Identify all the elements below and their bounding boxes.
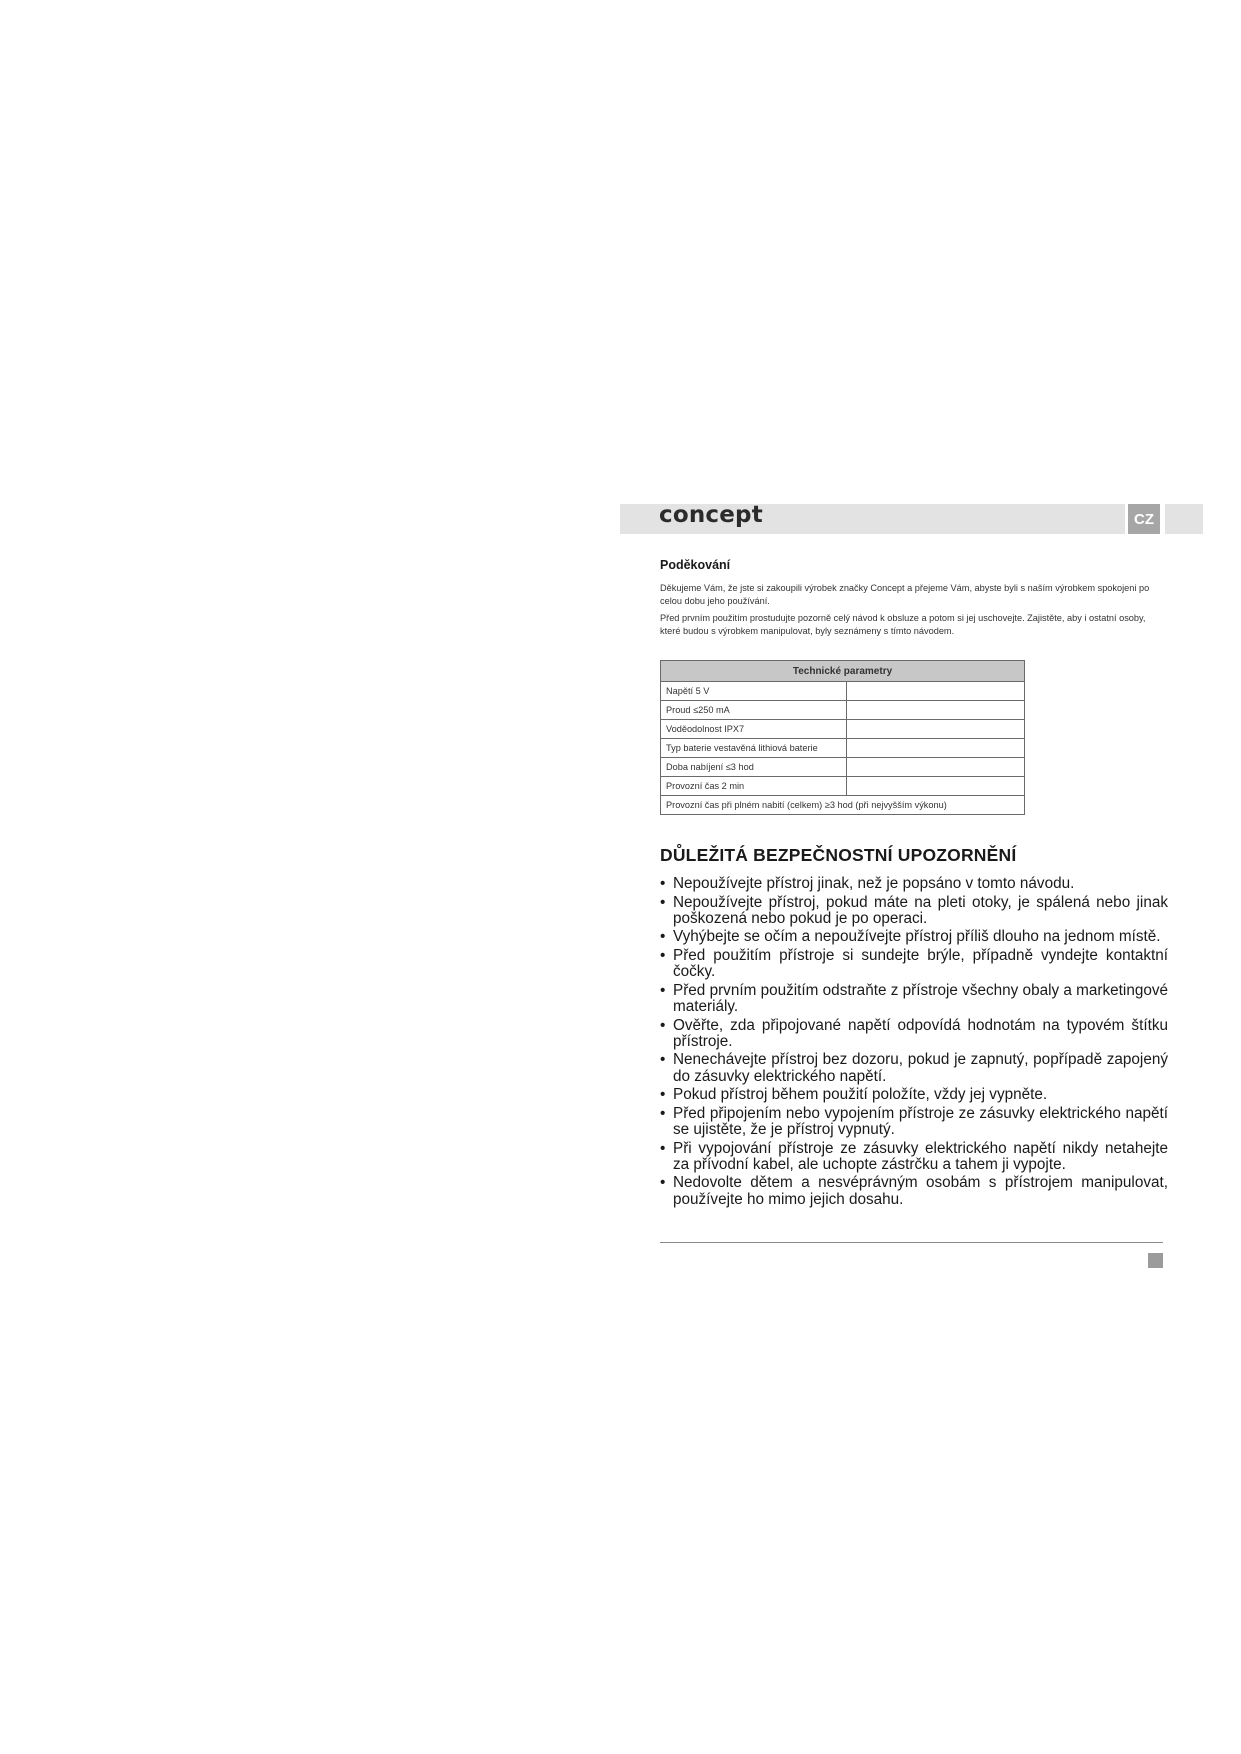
thanks-paragraph-2: Před prvním použitím prostudujte pozorně celý návod k obsluze a potom si jej uschovejte. Zajistěte, aby i ostatní osoby, které budou s výrobkem manipulovat, byly seznámeny s tímto návodem. bbox=[660, 613, 1146, 636]
list-item: • Nepoužívejte přístroj, pokud máte na pleti otoky, je spálená nebo jinak poškozená nebo pokud je po operaci. bbox=[660, 895, 1168, 927]
list-item: • Nepoužívejte přístroj jinak, než je popsáno v tomto návodu. bbox=[660, 876, 1168, 892]
list-item: • Pokud přístroj během použití položíte, vždy jej vypněte. bbox=[660, 1087, 1168, 1103]
table-cell: Provozní čas 2 min bbox=[661, 777, 847, 796]
list-item: • Nenechávejte přístroj bez dozoru, pokud je zapnutý, popřípadě zapojený do zásuvky elektrického napětí. bbox=[660, 1052, 1168, 1084]
table-row bbox=[661, 796, 1025, 815]
language-badge: CZ bbox=[1128, 504, 1160, 534]
table-cell: Provozní čas při plném nabití (celkem) ≥3 hod (při nejvyšším výkonu) bbox=[661, 796, 1025, 815]
table-cell-empty bbox=[847, 720, 1025, 739]
page-marker bbox=[1148, 1253, 1163, 1268]
list-item: • Vyhýbejte se očím a nepoužívejte přístroj příliš dlouho na jednom místě. bbox=[660, 929, 1168, 945]
list-item: • Nedovolte dětem a nesvéprávným osobám s přístrojem manipulovat, používejte ho mimo jejich dosahu. bbox=[660, 1175, 1168, 1207]
table-row bbox=[661, 758, 1025, 777]
table-cell: Doba nabíjení ≤3 hod bbox=[661, 758, 847, 777]
header-bar-end bbox=[1165, 504, 1203, 534]
thanks-paragraph-1: Děkujeme Vám, že jste si zakoupili výrobek značky Concept a přejeme Vám, abyste byli s naším výrobkem spokojeni po celou dobu jeho používání. bbox=[660, 583, 1150, 606]
table-cell: Typ baterie vestavěná lithiová baterie bbox=[661, 739, 847, 758]
page-content bbox=[660, 558, 1168, 1210]
table-cell-empty bbox=[847, 758, 1025, 777]
table-header-row bbox=[661, 661, 1025, 682]
footer-divider bbox=[660, 1242, 1163, 1243]
table-row bbox=[661, 720, 1025, 739]
table-cell-empty bbox=[847, 739, 1025, 758]
list-item: • Před připojením nebo vypojením přístroje ze zásuvky elektrického napětí se ujistěte, že je přístroj vypnutý. bbox=[660, 1106, 1168, 1138]
brand-logo: concept bbox=[659, 502, 763, 528]
table-row bbox=[661, 739, 1025, 758]
table-cell-empty bbox=[847, 701, 1025, 720]
safety-list bbox=[660, 876, 1168, 1208]
list-item: • Ověřte, zda připojované napětí odpovídá hodnotám na typovém štítku přístroje. bbox=[660, 1018, 1168, 1050]
list-item: • Před použitím přístroje si sundejte brýle, případně vyndejte kontaktní čočky. bbox=[660, 948, 1168, 980]
tech-params-title: Technické parametry bbox=[661, 661, 1025, 682]
thanks-heading: Poděkování bbox=[660, 558, 731, 572]
table-cell-empty bbox=[847, 682, 1025, 701]
table-row bbox=[661, 682, 1025, 701]
table-cell: Napětí 5 V bbox=[661, 682, 847, 701]
list-item: • Před prvním použitím odstraňte z přístroje všechny obaly a marketingové materiály. bbox=[660, 983, 1168, 1015]
table-cell: Voděodolnost IPX7 bbox=[661, 720, 847, 739]
tech-params-table bbox=[660, 660, 1025, 815]
table-cell: Proud ≤250 mA bbox=[661, 701, 847, 720]
table-row bbox=[661, 701, 1025, 720]
table-cell-empty bbox=[847, 777, 1025, 796]
table-row bbox=[661, 777, 1025, 796]
safety-heading: DŮLEŽITÁ BEZPEČNOSTNÍ UPOZORNĚNÍ bbox=[660, 845, 1017, 865]
list-item: • Při vypojování přístroje ze zásuvky elektrického napětí nikdy netahejte za přívodní kabel, ale uchopte zástrčku a tahem ji vypojte. bbox=[660, 1141, 1168, 1173]
